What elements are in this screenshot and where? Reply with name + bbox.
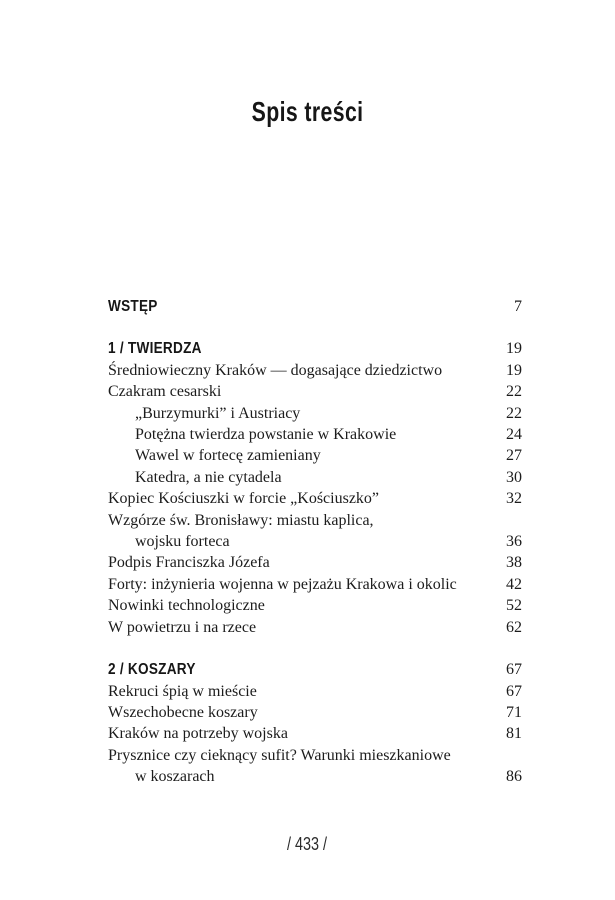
toc-section-heading — [108, 338, 522, 359]
toc-entry — [108, 424, 522, 445]
toc-section-heading-label: 2 / KOSZARY — [108, 661, 196, 679]
toc-entry-page: 32 — [506, 490, 522, 508]
toc-entry-page: 36 — [506, 533, 522, 551]
toc-entry-title: W powietrzu i na rzece — [108, 618, 257, 636]
toc-entry-title: Potężna twierdza powstanie w Krakowie — [135, 426, 397, 444]
toc-entry-page: 86 — [506, 768, 522, 786]
toc-entry-page: 22 — [506, 383, 522, 401]
toc-entry-page: 71 — [506, 703, 522, 721]
toc-entry — [108, 617, 522, 638]
toc-entry-title: Prysznice czy cieknący sufit? Warunki mieszkaniowe — [108, 746, 451, 764]
toc-entry — [108, 766, 522, 787]
toc-entry — [108, 360, 522, 381]
toc-entry-title: Wzgórze św. Bronisławy: miastu kaplica, — [108, 511, 374, 529]
toc-entry — [108, 702, 522, 723]
toc-entry — [108, 723, 522, 744]
toc-entry — [108, 467, 522, 488]
toc-entry — [108, 552, 522, 573]
toc-entry — [108, 574, 522, 595]
toc-entry-page: 22 — [506, 404, 522, 422]
toc-section-heading-label: WSTĘP — [108, 298, 158, 315]
toc-entry — [108, 403, 522, 424]
toc-entry-page: 19 — [506, 361, 522, 379]
toc-entry-title: Średniowieczny Kraków — dogasające dziedzictwo — [108, 361, 443, 379]
folio-page-number: / 433 / — [287, 834, 328, 854]
toc-entry-title: Wawel w fortecę zamieniany — [135, 447, 321, 465]
toc-entry-title: Katedra, a nie cytadela — [135, 468, 282, 486]
toc-section-heading-label: 1 / TWIERDZA — [108, 340, 202, 358]
toc-entry-title: Wszechobecne koszary — [108, 703, 258, 721]
toc-section-heading-page: 19 — [506, 340, 522, 358]
toc-entry-page: 24 — [506, 426, 522, 444]
toc-entry-page: 42 — [506, 575, 522, 593]
toc-entry-page: 52 — [506, 597, 522, 615]
toc-entry-page: 81 — [506, 725, 522, 743]
toc-entry — [108, 745, 522, 766]
toc-entry — [108, 681, 522, 702]
toc-section-heading-page: 67 — [506, 661, 522, 679]
toc-entry-page: 62 — [506, 618, 522, 636]
page-title-wrap — [0, 95, 615, 129]
toc-section-heading — [108, 296, 522, 317]
toc-entry-title: Rekruci śpią w mieście — [108, 682, 257, 700]
toc-entry-title: Podpis Franciszka Józefa — [108, 554, 270, 572]
toc-section — [108, 338, 522, 638]
page-footer — [0, 834, 615, 855]
toc-entry-title: Kraków na potrzeby wojska — [108, 725, 288, 743]
toc-section-heading — [108, 659, 522, 680]
toc-entry-title: Forty: inżynieria wojenna w pejzażu Krakowa i okolic — [108, 575, 457, 593]
toc-section-heading-page: 7 — [514, 298, 522, 315]
toc — [108, 296, 522, 788]
toc-entry-title: Nowinki technologiczne — [108, 597, 265, 615]
toc-section — [108, 296, 522, 317]
toc-entry-title: „Burzymurki” i Austriacy — [135, 404, 301, 422]
toc-entry-page: 38 — [506, 554, 522, 572]
toc-entry — [108, 510, 522, 531]
toc-entry — [108, 445, 522, 466]
toc-entry-page: 67 — [506, 682, 522, 700]
toc-entry-title: Kopiec Kościuszki w forcie „Kościuszko” — [108, 490, 380, 508]
toc-entry-title: Czakram cesarski — [108, 383, 222, 401]
toc-entry-title: wojsku forteca — [135, 533, 230, 551]
toc-entry — [108, 488, 522, 509]
toc-entry-page: 30 — [506, 468, 522, 486]
toc-entry — [108, 595, 522, 616]
toc-entry-page: 27 — [506, 447, 522, 465]
toc-entry — [108, 531, 522, 552]
page-title: Spis treści — [251, 96, 364, 127]
toc-entry — [108, 381, 522, 402]
toc-section — [108, 659, 522, 787]
toc-entry-title: w koszarach — [135, 768, 215, 786]
